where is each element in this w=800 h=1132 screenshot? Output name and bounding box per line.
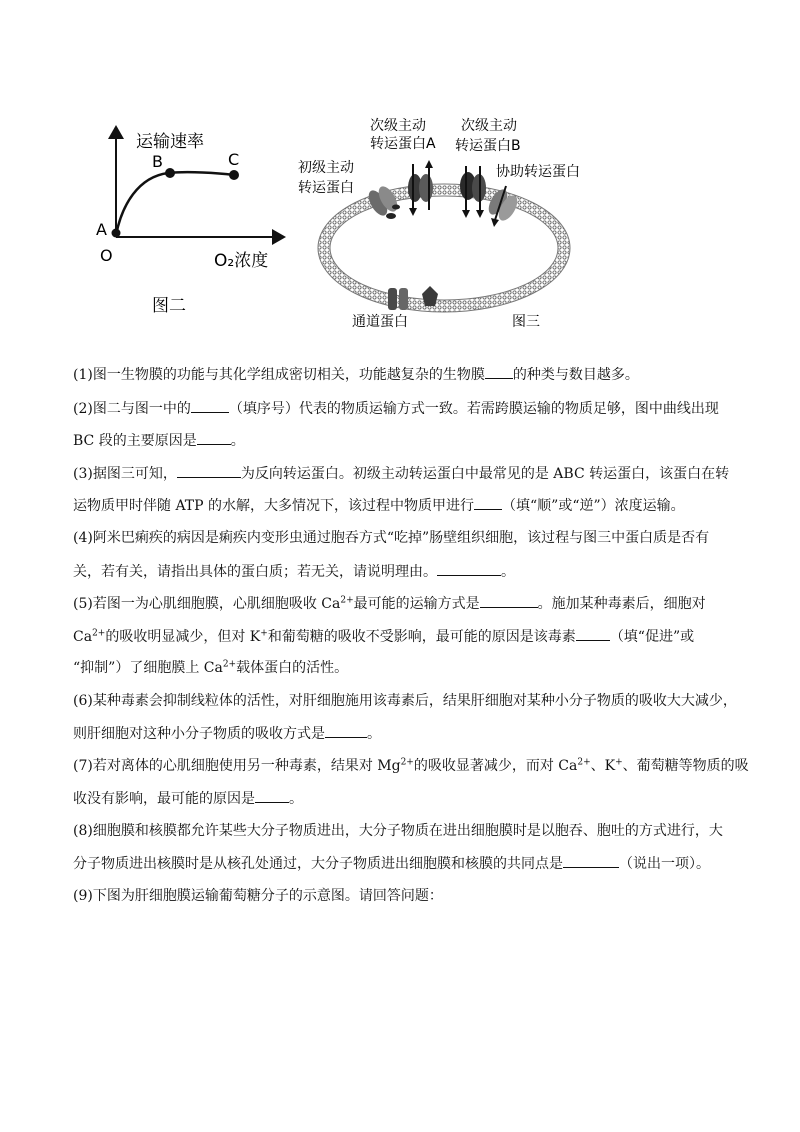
question-9: (9)下图为肝细胞膜运输葡萄糖分子的示意图。请回答问题： — [73, 888, 443, 904]
x-axis-label: O₂浓度 — [214, 251, 269, 271]
question-1: (1)图一生物膜的功能与其化学组成密切相关，功能越复杂的生物膜 的种类与数目越多。 — [73, 364, 733, 385]
question-8-line-1: (8)细胞膜和核膜都允许某些大分子物质进出，大分子物质在进出细胞膜时是以胞吞、胞吐的方式进行，大 — [73, 823, 723, 839]
answer-blank[interactable] — [480, 593, 538, 608]
answer-blank[interactable] — [255, 788, 289, 803]
question-3-line-2: 运物质甲时伴随 ATP 的水解，大多情况下，该过程中物质甲进行 （填“顺”或“逆”）浓度运输。 — [73, 495, 733, 516]
answer-blank[interactable] — [576, 626, 610, 641]
answer-blank[interactable] — [563, 853, 619, 868]
figure-3-caption: 图三 — [512, 314, 540, 330]
question-7-line-2: 收没有影响，最可能的原因是 。 — [73, 788, 733, 809]
question-6-line-1: (6)某种毒素会抑制线粒体的活性，对肝细胞施用该毒素后，结果肝细胞对某种小分子物质的吸收大大减少， — [73, 693, 737, 709]
point-c-label: C — [228, 150, 240, 169]
question-3-line-1: (3)据图三可知， 为反向转运蛋白。初级主动转运蛋白中最常见的是 ABC 转运蛋白，该蛋白在转 — [73, 463, 733, 484]
secondary-transporter-b — [460, 166, 486, 218]
question-5-line-2: $Ca^{2+}$的吸收明显减少，但对 K+和葡萄糖的吸收不受影响，最可能的原因是该毒素 （填“促进”或 — [73, 626, 733, 647]
label-primary-line1: 初级主动 — [298, 160, 354, 176]
figure-2-caption: 图二 — [152, 296, 186, 316]
label-facilitated: 协助转运蛋白 — [496, 164, 580, 180]
question-5-line-1: (5)若图一为心肌细胞膜，心肌细胞吸收 $Ca^{2+}$最可能的运输方式是 。施加某种毒素后，细胞对 — [73, 593, 733, 614]
answer-blank[interactable] — [177, 463, 241, 478]
secondary-transporter-a — [408, 160, 433, 216]
label-secondary-a-line1: 次级主动 — [370, 118, 426, 134]
point-b-label: B — [152, 152, 163, 171]
origin-label: O — [100, 246, 113, 265]
answer-blank[interactable] — [485, 364, 513, 379]
label-primary-line2: 转运蛋白 — [298, 180, 354, 196]
question-6-line-2: 则肝细胞对这种小分子物质的吸收方式是 。 — [73, 723, 733, 744]
question-7-line-1: (7)若对离体的心肌细胞使用另一种毒素，结果对 $Mg^{2+}$的吸收显著减少，而对 $Ca^{2+}$、K+、葡萄糖等物质的吸 — [73, 757, 749, 774]
point-c-dot — [229, 170, 239, 180]
question-2-line-1: (2)图二与图一中的 （填序号）代表的物质运输方式一致。若需跨膜运输的物质足够，图中曲线出现 — [73, 398, 733, 419]
label-channel: 通道蛋白 — [352, 314, 408, 330]
answer-blank[interactable] — [437, 561, 501, 576]
point-a-dot — [112, 229, 121, 238]
cell-membrane — [324, 190, 564, 306]
question-4-line-2: 关，若有关，请指出具体的蛋白质；若无关，请说明理由。 。 — [73, 561, 733, 582]
answer-blank[interactable] — [197, 430, 231, 445]
point-b-dot — [165, 168, 175, 178]
point-a-label: A — [96, 220, 107, 239]
question-2-line-2: BC 段的主要原因是 。 — [73, 430, 733, 451]
label-secondary-a-line2: 转运蛋白A — [370, 136, 436, 152]
question-5-line-3: “抑制”）了细胞膜上 $Ca^{2+}$载体蛋白的活性。 — [73, 659, 349, 676]
label-secondary-b-line2: 转运蛋白B — [455, 138, 521, 154]
y-axis-label: 运输速率 — [136, 132, 204, 152]
answer-blank[interactable] — [325, 723, 367, 738]
answer-blank[interactable] — [474, 495, 502, 510]
figure-3 — [292, 110, 612, 335]
label-secondary-b-line1: 次级主动 — [461, 118, 517, 134]
answer-blank[interactable] — [191, 398, 229, 413]
question-8-line-2: 分子物质进出核膜时是从核孔处通过，大分子物质进出细胞膜和核膜的共同点是 （说出一项）。 — [73, 853, 733, 874]
figure-2 — [88, 115, 298, 325]
rate-curve — [116, 172, 234, 235]
question-4-line-1: (4)阿米巴痢疾的病因是痢疾内变形虫通过胞吞方式“吃掉”肠壁组织细胞，该过程与图三中蛋白质是否有 — [73, 530, 710, 546]
